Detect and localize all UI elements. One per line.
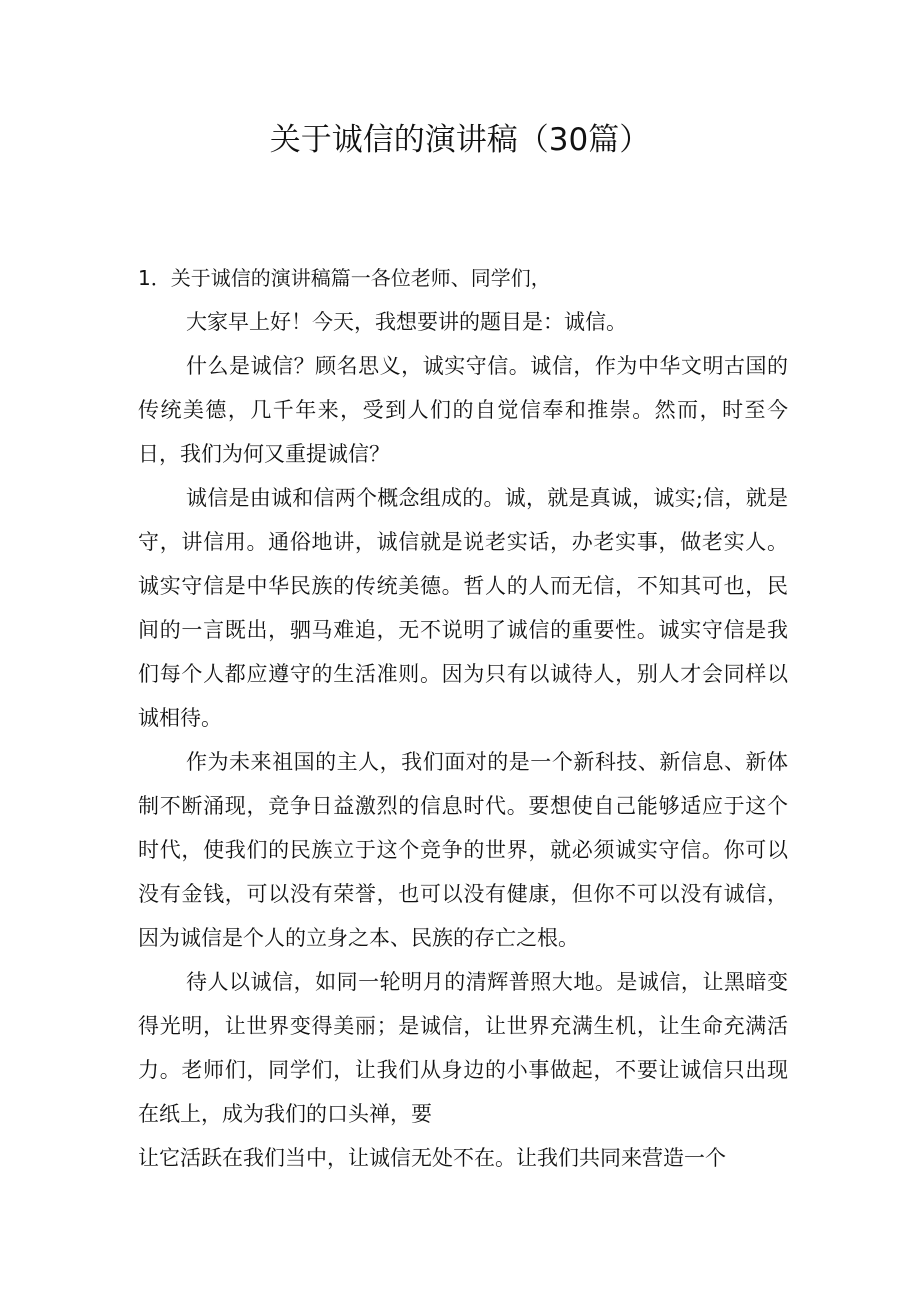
paragraph-what-is-integrity: 什么是诚信？顾名思义，诚实守信。诚信，作为中华文明古国的传统美德，几千年来，受到人们的自觉信奉和推崇。然而，时至今日，我们为何又重提诚信？ bbox=[138, 354, 788, 466]
document-title: 关于诚信的演讲稿（30篇） bbox=[269, 122, 651, 158]
paragraph-moonlight: 待人以诚信，如同一轮明月的清辉普照大地。是诚信，让黑暗变得光明，让世界变得美丽；是诚信，让世界充满生机，让生命充满活力。老师们，同学们，让我们从身边的小事做起，不要让诚信只出现在纸上，成为我们的口头禅，要 bbox=[138, 970, 788, 1126]
section-heading-line: 1．关于诚信的演讲稿篇一各位老师、同学们， bbox=[138, 266, 551, 290]
paragraph-definition: 诚信是由诚和信两个概念组成的。诚，就是真诚，诚实;信，就是守，讲信用。通俗地讲，诚信就是说老实话，办老实事，做老实人。诚实守信是中华民族的传统美德。哲人的人而无信，不知其可也，民间的一言既出，驷马难追，无不说明了诚信的重要性。诚实守信是我们每个人都应遵守的生活准则。因为只有以诚待人，别人才会同样以诚相待。 bbox=[138, 486, 788, 730]
document-body bbox=[138, 256, 788, 1180]
paragraph-greeting: 大家早上好！今天，我想要讲的题目是：诚信。 bbox=[186, 310, 627, 334]
paragraph-continuation: 让它活跃在我们当中，让诚信无处不在。让我们共同来营造一个 bbox=[138, 1146, 726, 1170]
paragraph-future: 作为未来祖国的主人，我们面对的是一个新科技、新信息、新体制不断涌现，竞争日益激烈的信息时代。要想使自己能够适应于这个时代，使我们的民族立于这个竞争的世界，就必须诚实守信。你可以没有金钱，可以没有荣誉，也可以没有健康，但你不可以没有诚信，因为诚信是个人的立身之本、民族的存亡之根。 bbox=[138, 750, 788, 950]
